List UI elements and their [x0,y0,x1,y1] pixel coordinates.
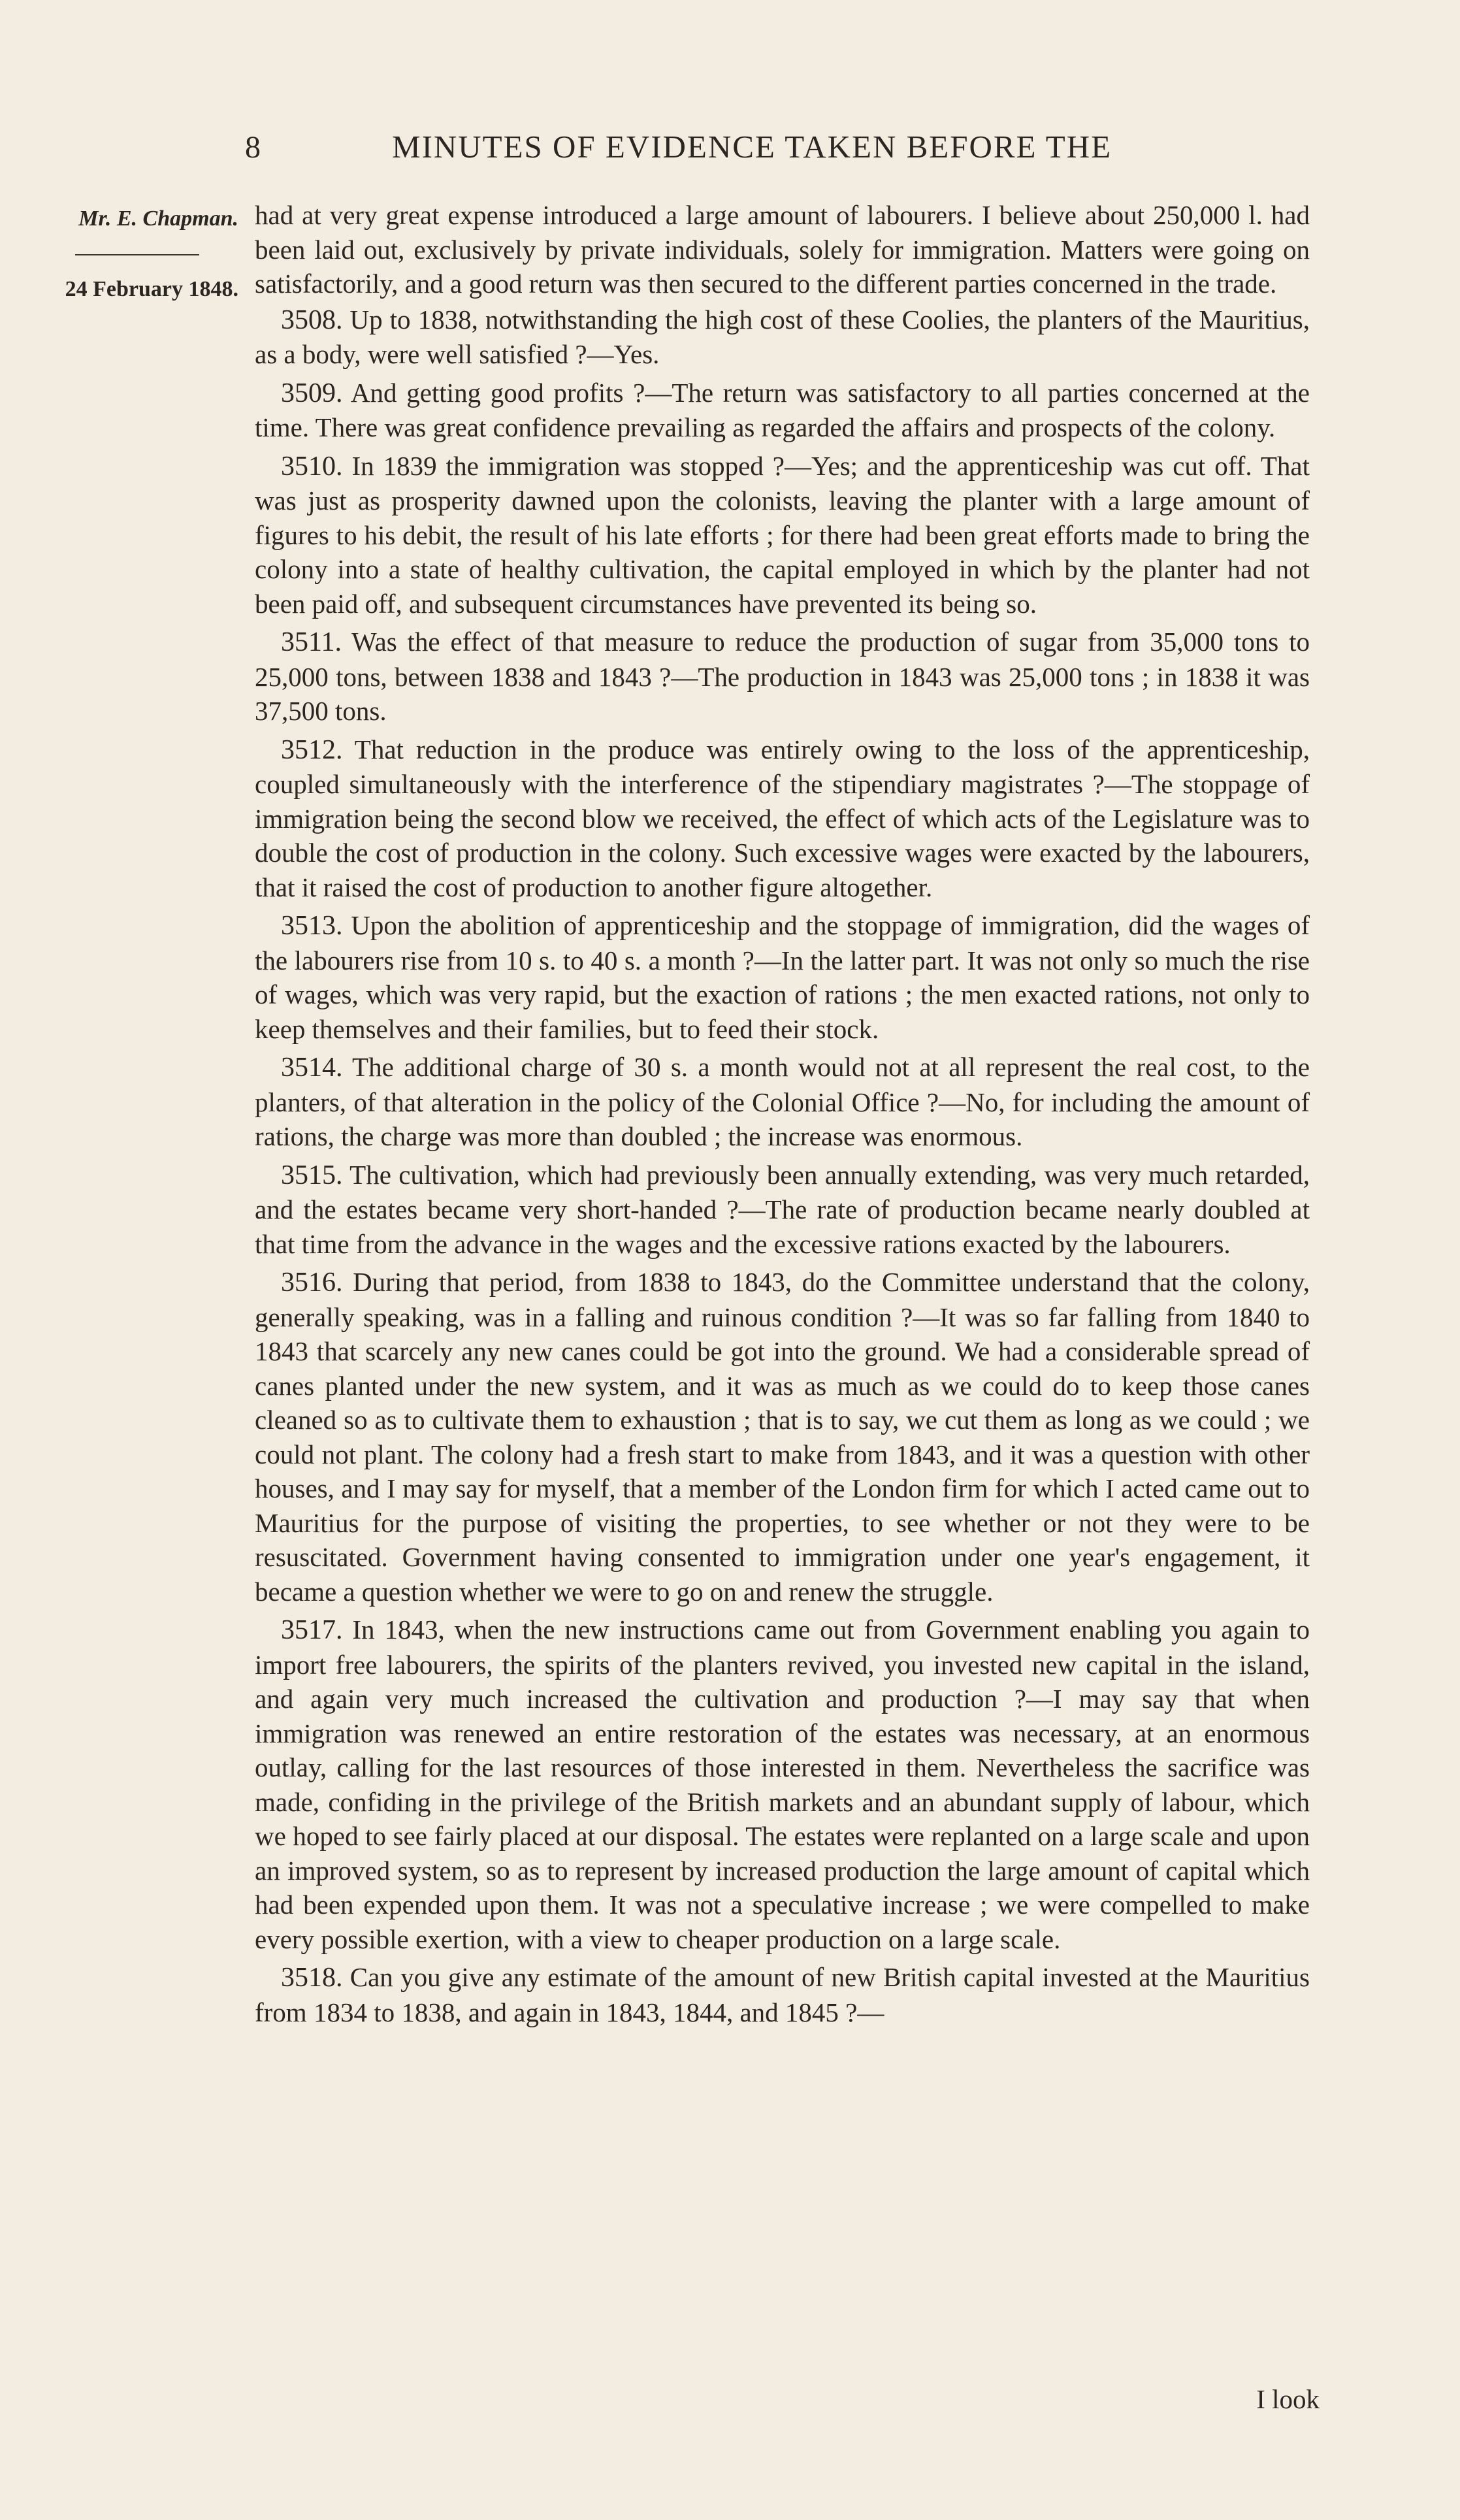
evidence-body [255,198,1310,2029]
question-number: 3513. [281,911,343,941]
question-number: 3512. [281,734,343,765]
question-paragraph [255,732,1310,905]
margin-note [26,201,238,307]
page-header [245,124,1320,176]
opening-paragraph: had at very great expense introduced a large amount of labourers. I believe about 250,000 l. had been laid out, exclusively by private individuals, solely for immigration. Matters were going on satisfactorily, and a good return was then secured to the different parties concerned in the trade. [255,200,1310,299]
question-text: That reduction in the produce was entirely owing to the loss of the apprenticeship, coupled simultaneously with the interference of the stipendiary magistrates ?—The stoppage of immigration being the second blow we received, the effect of which acts of the Legislature was to double the cost of production in the colony. Such excessive wages were exacted by the labourers, that it raised the cost of production to another figure altogether. [255,734,1310,902]
question-paragraph [255,625,1310,728]
question-text: During that period, from 1838 to 1843, do the Committee understand that the colony, generally speaking, was in a falling and ruinous condition ?—It was so far falling from 1840 to 1843 that scarcely any new canes could be got into the ground. We had a considerable spread of canes planted under the new system, and it was as much as we could do to keep those canes cleaned so as to cultivate them to exhaustion ; that is to say, we cut them as long as we could ; we could not plant. The colony had a fresh start to make from 1843, and it was a question with other houses, and I may say for myself, that a member of the London firm for which I acted came out to Mauritius for the purpose of visiting the properties, to see whether or not they were to be resuscitated. Government having consented to immigration under one year's engagement, it became a question whether we were to go on and renew the struggle. [255,1267,1310,1607]
question-number: 3518. [281,1963,343,1993]
question-text: Up to 1838, notwithstanding the high cost of these Coolies, the planters of the Mauritius, as a body, were well satisfied ?—Yes. [255,304,1310,369]
question-number: 3511. [281,627,342,657]
question-text: The additional charge of 30 s. a month would not at all represent the real cost, to the planters, of that alteration in the policy of the Colonial Office ?—No, for including the amount of rations, the charge was more than doubled ; the increase was enormous. [255,1052,1310,1151]
question-paragraph [255,449,1310,621]
question-paragraph [255,376,1310,445]
question-paragraph [255,908,1310,1046]
question-number: 3510. [281,451,343,482]
question-paragraph [255,1158,1310,1262]
question-text: Upon the abolition of apprenticeship and the stoppage of immigration, did the wages of the labourers rise from 10 s. to 40 s. a month ?—In the latter part. It was not only so much the rise of wages, which was very rapid, but the exaction of rations ; the men exacted rations, not only to keep themselves and their families, but to feed their stock. [255,910,1310,1044]
running-head: MINUTES OF EVIDENCE TAKEN BEFORE THE [392,129,1112,165]
catchword: I look [1256,2384,1320,2414]
question-text: The cultivation, which had previously been annually extending, was very much retarded, and the estates became very short-handed ?—The rate of production became nearly doubled at that time from the advance in the wages and the excessive rations exacted by the labourers. [255,1159,1310,1259]
question-text: And getting good profits ?—The return was satisfactory to all parties concerned at the time. There was great confidence prevailing as regarded the affairs and prospects of the colony. [255,377,1310,442]
question-paragraph [255,1612,1310,1956]
question-number: 3509. [281,378,343,408]
question-paragraph [255,1265,1310,1609]
question-paragraph [255,1960,1310,2029]
question-text: In 1839 the immigration was stopped ?—Yes; and the apprenticeship was cut off. That was just as prosperity dawned upon the colonists, leaving the planter with a large amount of figures to his debit, the result of his late efforts ; for there had been great efforts made to bring the colony into a state of healthy cultivation, the capital employed in which by the planter had not been paid off, and subsequent circumstances have prevented its being so. [255,450,1310,619]
question-text: Was the effect of that measure to reduce the production of sugar from 35,000 tons to 25,000 tons, between 1838 and 1843 ?—The production in 1843 was 25,000 tons ; in 1838 it was 37,500 tons. [255,627,1310,726]
question-number: 3516. [281,1268,343,1298]
question-paragraph [255,1050,1310,1154]
evidence-date: 24 February 1848. [65,277,238,301]
question-text: In 1843, when the new instructions came out from Government enabling you again to import free labourers, the spirits of the planters revived, you invested new capital in the island, and again very much increased the cultivation and production ?—I may say that when immigration was renewed an entire restoration of the estates was necessary, at an enormous outlay, calling for the last resources of those interested in them. Nevertheless the sacrifice was made, confiding in the privilege of the British markets and an abundant supply of labour, which we hoped to see fairly placed at our disposal. The estates were replanted on a large scale and upon an improved system, so as to represent by increased production the large amount of capital which had been expended upon them. It was not a speculative increase ; we were compelled to make every possible exertion, with a view to cheaper production on a large scale. [255,1614,1310,1954]
question-list [255,303,1310,2030]
page-number: 8 [245,130,261,165]
question-number: 3508. [281,304,343,335]
question-text: Can you give any estimate of the amount of new British capital invested at the Mauritius from 1834 to 1838, and again in 1843, 1844, and 1845 ?— [255,1962,1310,2027]
question-number: 3517. [281,1615,343,1645]
witness-name: Mr. E. Chapman. [78,206,238,231]
question-number: 3515. [281,1160,343,1190]
question-number: 3514. [281,1053,343,1083]
margin-rule [26,237,238,272]
question-paragraph [255,303,1310,372]
